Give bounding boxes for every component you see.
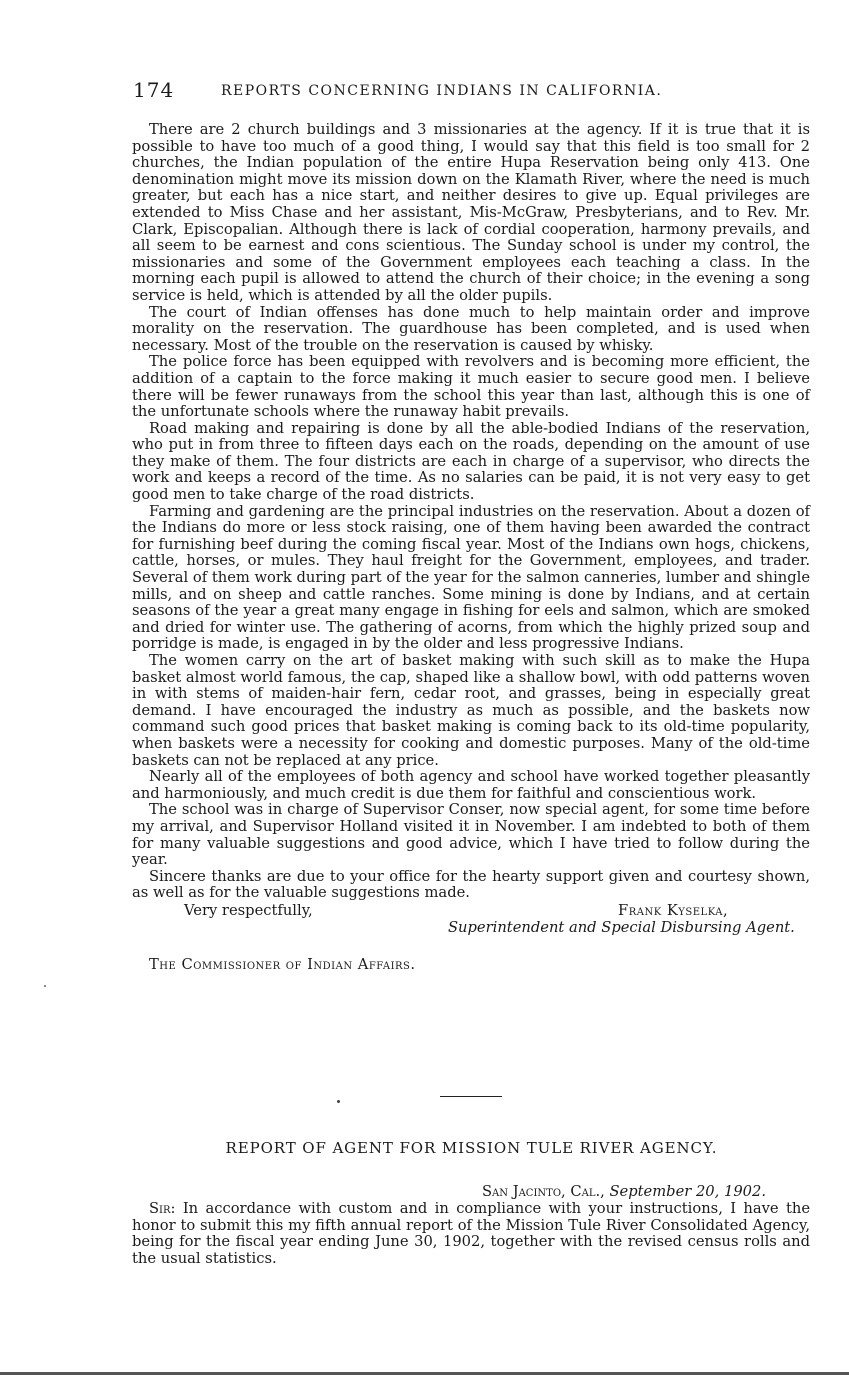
intro-paragraph: [132, 1201, 810, 1267]
page-header: [133, 78, 728, 106]
section-title: REPORT OF AGENT FOR MISSION TULE RIVER AGENCY.: [225, 1139, 718, 1157]
paragraph-court: The court of Indian offenses has done much to help maintain order and improve morality on the reservation. The guardhouse has been completed, and is used when necessary. Most of the trouble on the reservation is caused by whisky.: [132, 303, 810, 354]
dateline-date: September 20, 1902.: [609, 1183, 767, 1200]
paragraph-churches: There are 2 church buildings and 3 missionaries at the agency. If it is true that it is possible to have too much of a good thing, I would say that this field is too small for 2 churches, the Indian population of the entire Hupa Reservation being only 413. One denomination might move its mission down on the Klamath River, where the need is much greater, but each has a nice start, and neither desires to give up. Equal privileges are extended to Miss Chase and her assistant, Mis-McGraw, Presbyterians, and to Rev. Mr. Clark, Episcopalian. Although there is lack of cordial cooperation, harmony prevails, and all seem to be earnest and cons scientious. The Sunday school is under my control, the missionaries and some of the Government employees each teaching a class. In the morning each pupil is allowed to attend the church of their choice; in the evening a song service is held, which is attended by all the older pupils.: [132, 121, 810, 304]
intro-text: In accordance with custom and in compliance with your instructions, I have the honor to submit this my fifth annual report of the Mission Tule River Consolidated Agency, being for the fiscal year ending June 30, 1902, together with the revised census rolls and the usual statistics.: [132, 1200, 811, 1267]
signer-title: Superintendent and Special Disbursing Agent.: [448, 918, 795, 936]
scan-speck: [44, 985, 46, 987]
paragraph-thanks: Sincere thanks are due to your office for the hearty support given and courtesy shown, as well as for the valuable suggestions made.: [132, 867, 810, 902]
dateline: [482, 1183, 766, 1200]
paragraph-school: The school was in charge of Supervisor Conser, now special agent, for some time before my arrival, and Supervisor Holland visited it in November. I am indebted to both of them for many valuable suggestions and good advice, which I have tried to follow during the year.: [132, 801, 810, 869]
dateline-place: San Jacinto, Cal.,: [482, 1183, 605, 1200]
report-body: [132, 122, 810, 973]
paragraph-baskets: The women carry on the art of basket making with such skill as to make the Hupa basket almost world famous, the cap, shaped like a shallow bowl, with odd patterns woven in with stems of maiden-hair fern, cedar root, and grasses, being in especially great demand. I have encouraged the industry as much as possible, and the baskets now command such good prices that basket making is coming back to its old-time popularity, when baskets were a necessity for cooking and domestic purposes. Many of the old-time baskets can not be replaced at any price.: [132, 652, 810, 769]
signature-block: [132, 902, 810, 938]
salutation: Sir:: [149, 1200, 176, 1217]
paragraph-farming: Farming and gardening are the principal industries on the reservation. About a dozen of the Indians do more or less stock raising, one of them having been awarded the contract for furnishing beef during the coming fiscal year. Most of the Indians own hogs, chickens, cattle, horses, or mules. They haul freight for the Government, employees, and trader. Several of them work during part of the year for the salmon canneries, lumber and shingle mills, and on sheep and cattle ranches. Some mining is done by Indians, and at certain seasons of the year a great many engage in fishing for eels and salmon, which are smoked and dried for winter use. The gathering of acorns, from which the highly prized soup and porridge is made, is engaged in by the older and less progressive Indians.: [132, 502, 811, 653]
addressee: The Commissioner of Indian Affairs.: [149, 955, 416, 973]
page-number: 174: [133, 78, 175, 102]
paragraph-employees: Nearly all of the employees of both agency and school have worked together pleasantly and harmoniously, and much credit is due them for faithful and conscientious work.: [132, 768, 810, 802]
signer-name: Frank Kyselka,: [618, 901, 729, 919]
scan-speck: [337, 1100, 340, 1103]
section-intro: [132, 1201, 810, 1267]
valediction: Very respectfully,: [184, 901, 313, 919]
paragraph-roads: Road making and repairing is done by all the able-bodied Indians of the reservation, who put in from three to fifteen days each on the roads, depending on the amount of use they make of them. The four districts are each in charge of a supervisor, who directs the work and keeps a record of the time. As no salaries can be paid, it is not very easy to get good men to take charge of the road districts.: [132, 419, 810, 504]
paragraph-police: The police force has been equipped with revolvers and is becoming more efficient, the addition of a captain to the force making it much easier to secure good men. I believe there will be fewer runaways from the school this year than last, although this is one of the unfortunate schools where the runaway habit prevails.: [132, 353, 810, 421]
running-head: REPORTS CONCERNING INDIANS IN CALIFORNIA.: [221, 83, 663, 99]
page-bottom-edge: [0, 1372, 849, 1375]
section-divider: [440, 1096, 502, 1097]
